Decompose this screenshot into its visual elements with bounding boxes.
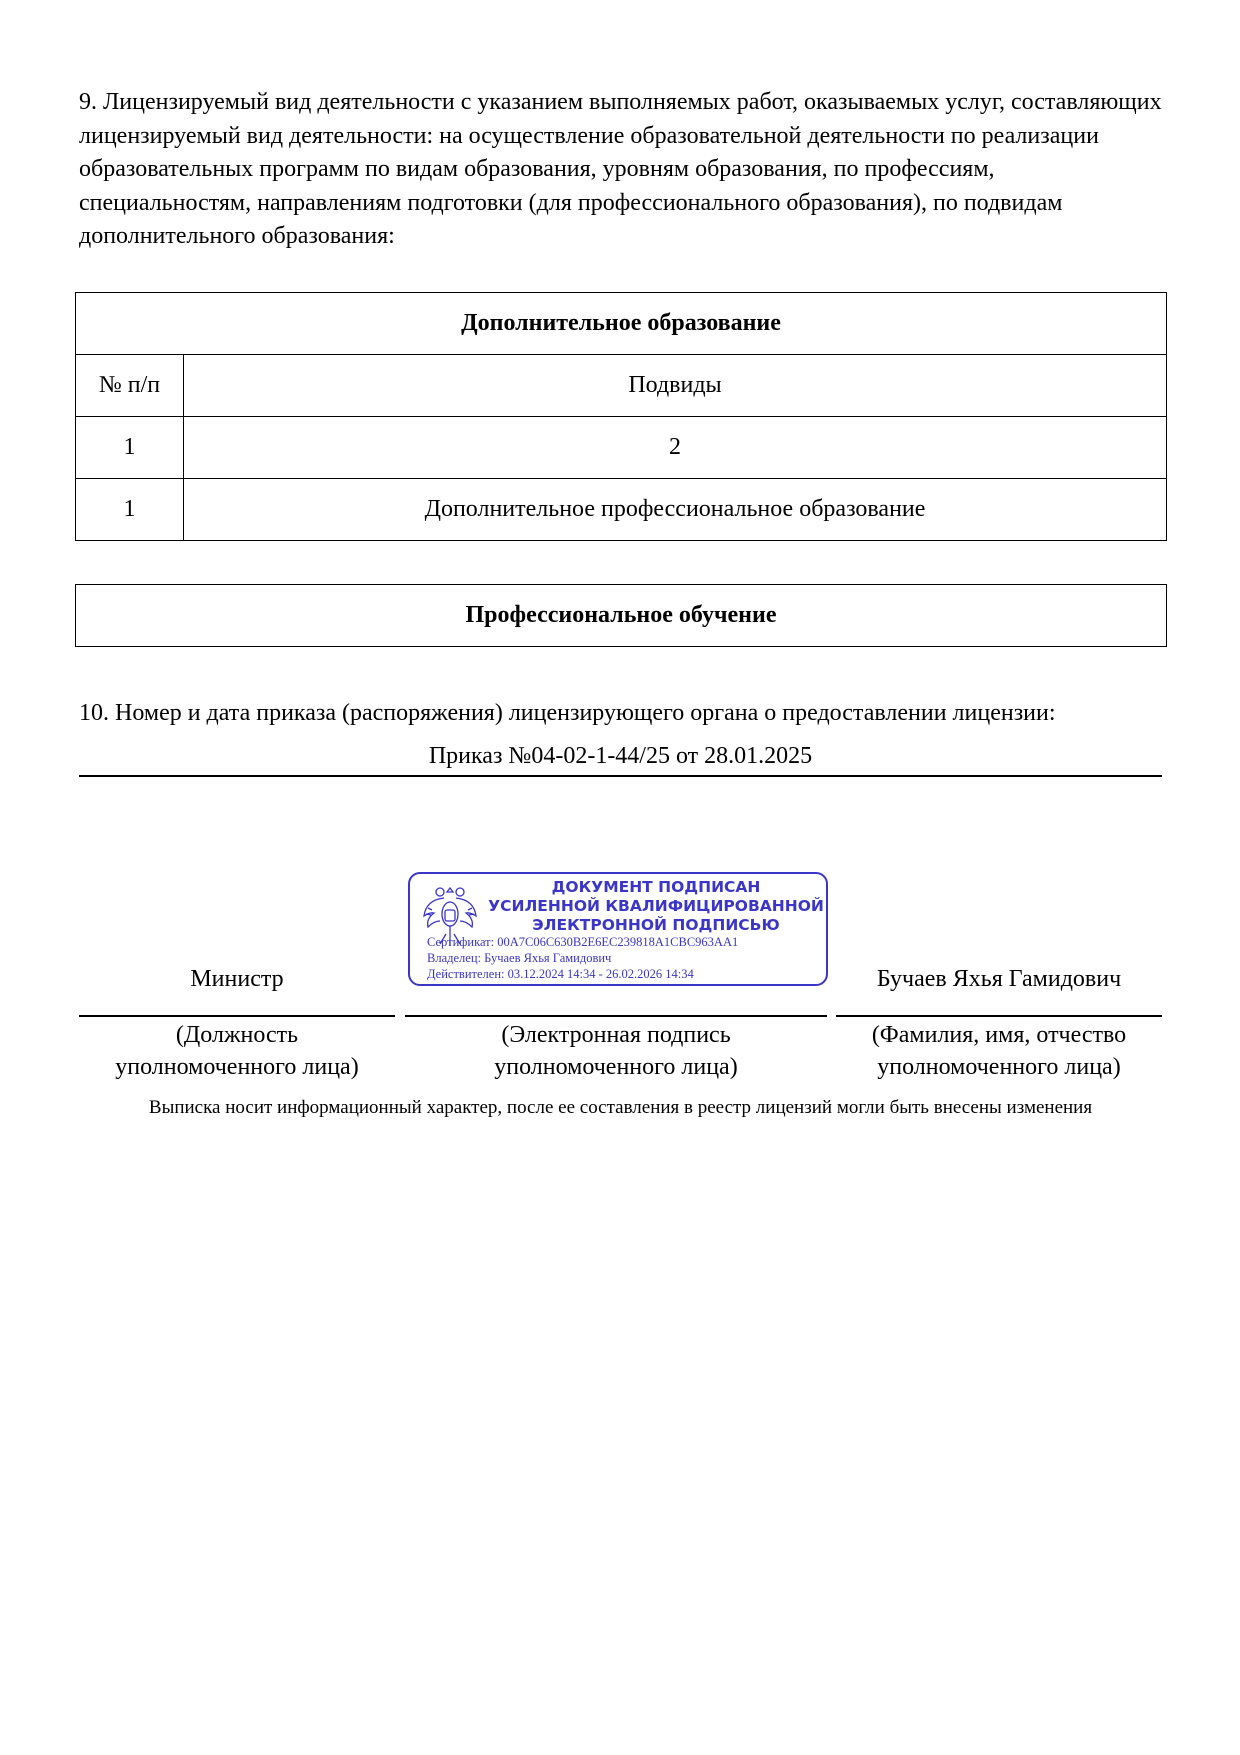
signature-caption bbox=[405, 1019, 827, 1083]
header-number: № п/п bbox=[76, 355, 184, 417]
table-header-row bbox=[76, 355, 1167, 417]
stamp-line-1: ДОКУМЕНТ ПОДПИСАН bbox=[551, 878, 761, 896]
header-subtypes: Подвиды bbox=[184, 355, 1167, 417]
stamp-heading bbox=[488, 878, 824, 935]
table-cell: 1 bbox=[76, 417, 184, 479]
signature-line bbox=[405, 1015, 827, 1017]
signer-name: Бучаев Яхья Гамидович bbox=[876, 966, 1122, 992]
table-title-row bbox=[76, 585, 1167, 647]
section-9-text: 9. Лицензируемый вид деятельности с указанием выполняемых работ, оказываемых услуг, составляющих лицензируемый вид деятельности: на осуществление образовательной деятельности по реализации образовательных программ по видам образования, уровням образования, по профессиям, специальностям, направлениям подготовки (для профессионального образования), по подвидам дополнительного образования: bbox=[79, 89, 1162, 249]
table-title: Профессиональное обучение bbox=[76, 585, 1167, 647]
table-cell: Дополнительное профессиональное образование bbox=[184, 479, 1167, 541]
footnote: Выписка носит информационный характер, после ее составления в реестр лицензий могли быть внесены изменения bbox=[148, 1097, 1093, 1118]
stamp-owner: Владелец: Бучаев Яхья Гамидович bbox=[427, 951, 612, 965]
stamp-line-3: ЭЛЕКТРОННОЙ ПОДПИСЬЮ bbox=[532, 916, 780, 934]
table-title: Дополнительное образование bbox=[76, 293, 1167, 355]
signer-position: Министр bbox=[190, 966, 284, 992]
stamp-certificate: Сертификат: 00A7C06C630B2E6EC239818A1CBC963AA1 bbox=[427, 935, 739, 949]
professional-training-table bbox=[75, 584, 1167, 647]
table-cell: 2 bbox=[184, 417, 1167, 479]
name-caption bbox=[836, 1019, 1162, 1083]
name-line bbox=[836, 1015, 1162, 1017]
table-title-row bbox=[76, 293, 1167, 355]
section-10-text: 10. Номер и дата приказа (распоряжения) лицензирующего органа о предоставлении лицензии: bbox=[79, 700, 1056, 726]
caption-line: (Электронная подпись bbox=[501, 1022, 731, 1048]
position-caption bbox=[79, 1019, 395, 1083]
caption-line: уполномоченного лица) bbox=[877, 1054, 1121, 1080]
order-number: Приказ №04-02-1-44/25 от 28.01.2025 bbox=[79, 740, 1162, 777]
position-line bbox=[79, 1015, 395, 1017]
caption-line: (Фамилия, имя, отчество bbox=[871, 1022, 1127, 1048]
stamp-validity: Действителен: 03.12.2024 14:34 - 26.02.2026 14:34 bbox=[427, 967, 694, 981]
table-row bbox=[76, 479, 1167, 541]
caption-line: (Должность bbox=[175, 1022, 299, 1048]
caption-line: уполномоченного лица) bbox=[115, 1054, 359, 1080]
electronic-signature-stamp bbox=[408, 872, 828, 986]
caption-line: уполномоченного лица) bbox=[494, 1054, 738, 1080]
table-row bbox=[76, 417, 1167, 479]
stamp-line-2: УСИЛЕННОЙ КВАЛИФИЦИРОВАННОЙ bbox=[488, 897, 824, 915]
table-cell: 1 bbox=[76, 479, 184, 541]
additional-education-table bbox=[75, 292, 1167, 541]
